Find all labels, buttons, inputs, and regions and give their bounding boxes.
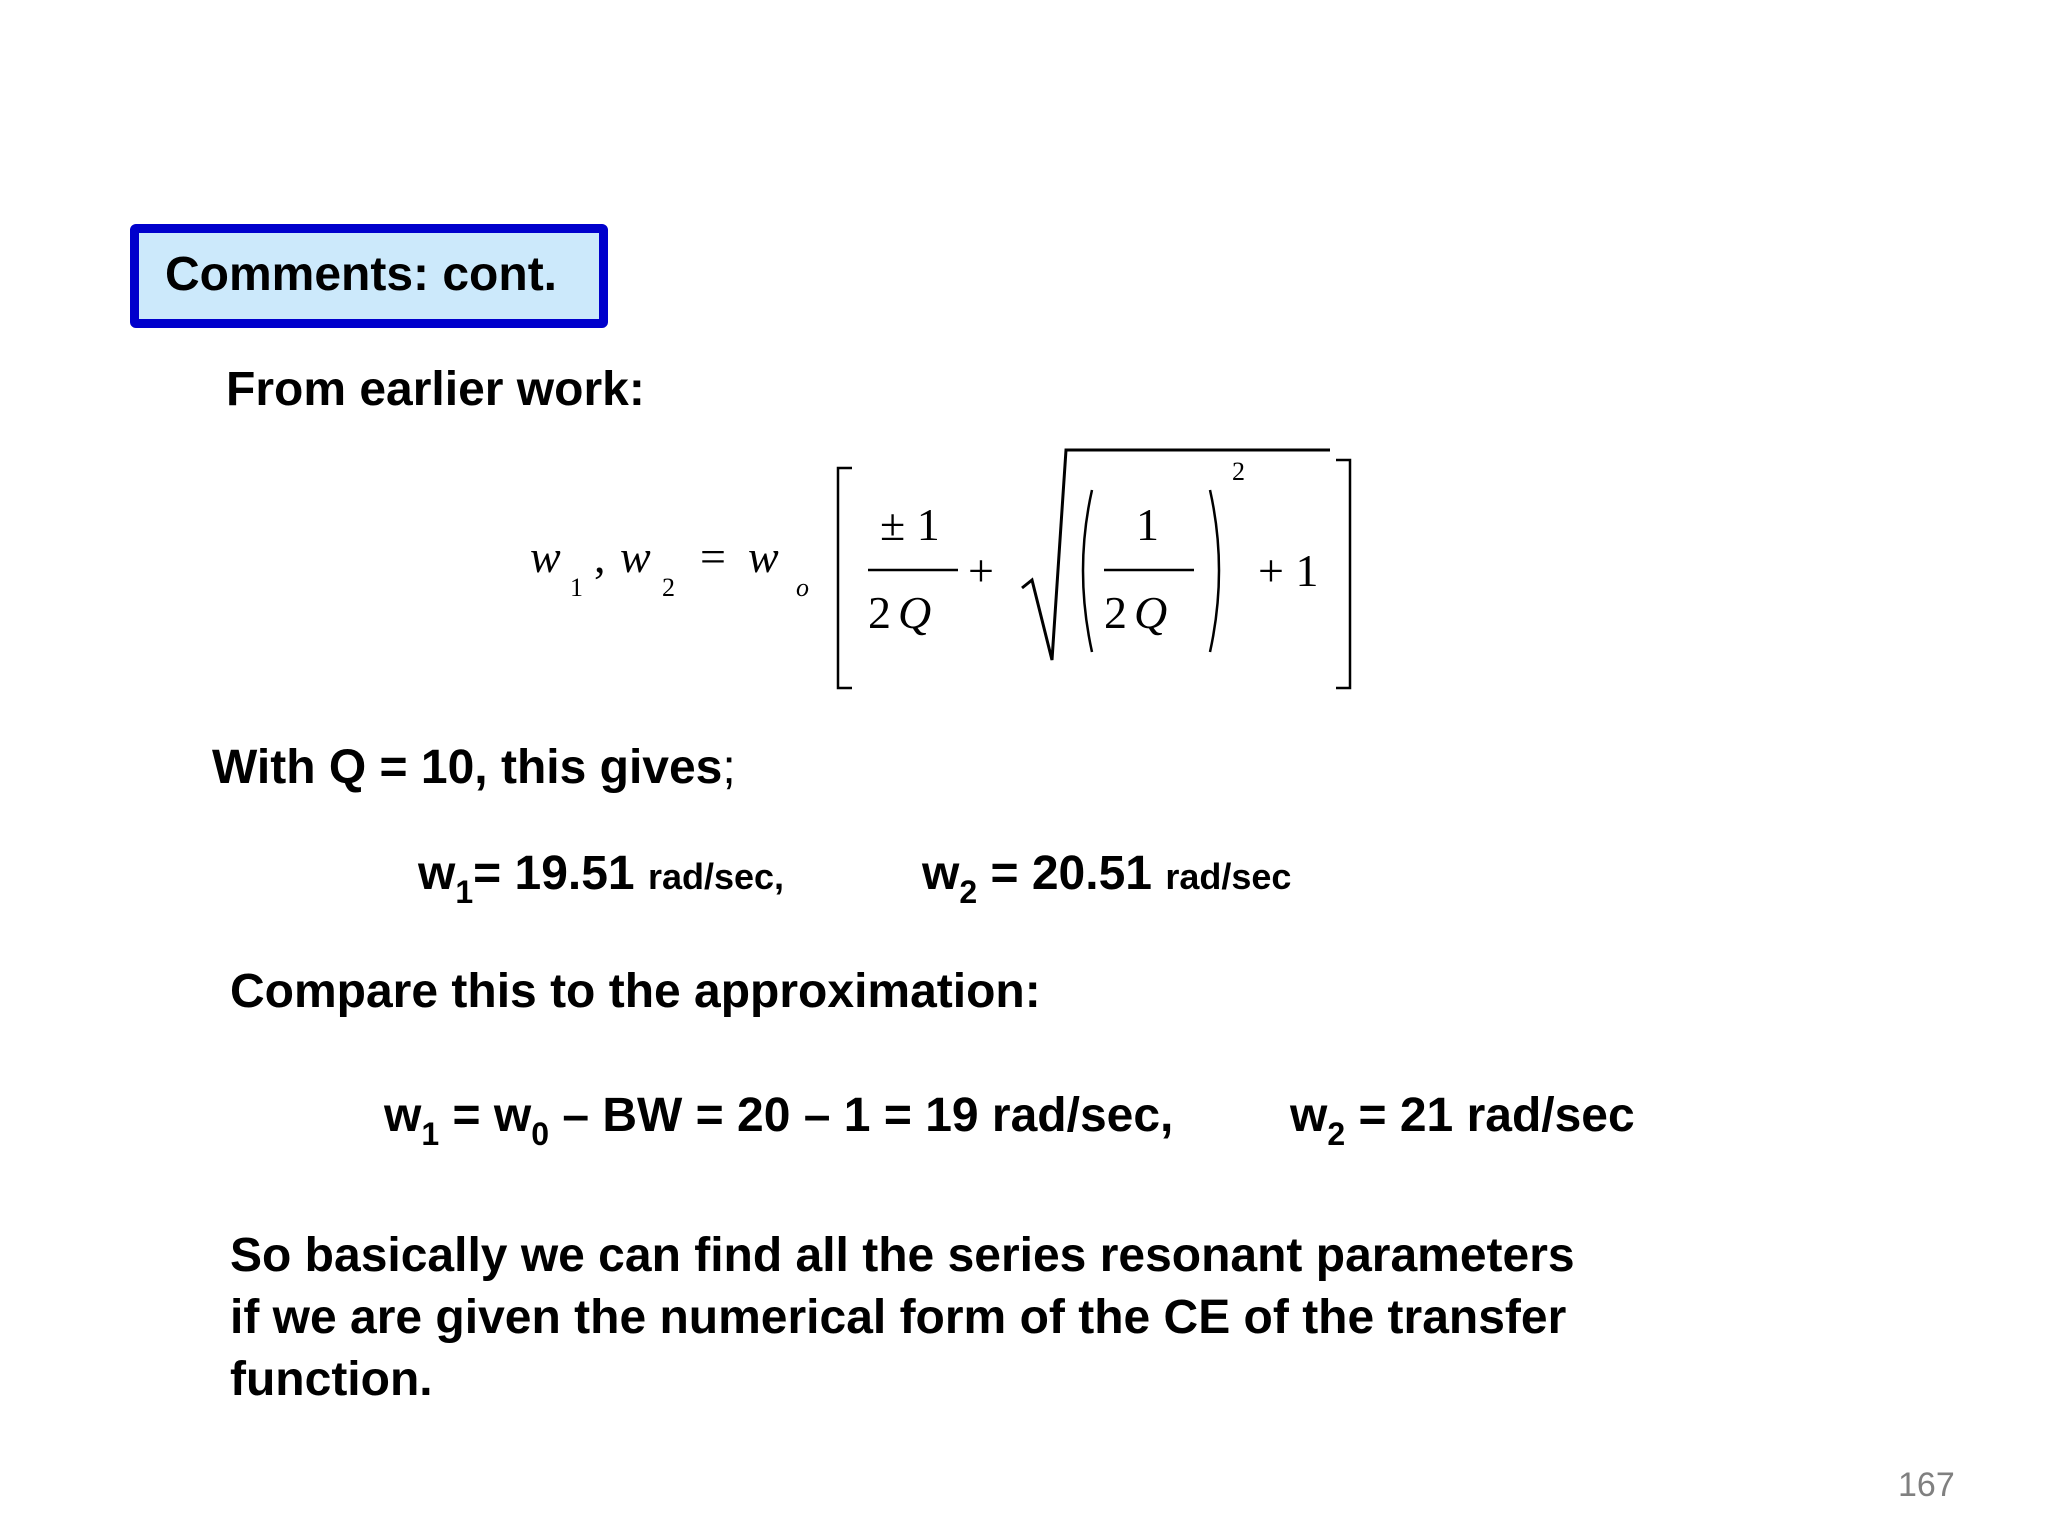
approx-w1 <box>384 1088 1174 1152</box>
approx-w2-sub: 2 <box>1327 1116 1346 1152</box>
eq-sub-o: o <box>796 573 809 602</box>
result-w2-value: = 20.51 <box>990 847 1152 900</box>
eq-comma: , <box>594 531 606 582</box>
eq-q-a: Q <box>898 587 932 638</box>
eq-coef-2b: 2 <box>1104 587 1127 638</box>
approx-w2-rest: = 21 rad/sec <box>1358 1089 1635 1142</box>
with-q-end: ; <box>722 741 736 794</box>
result-w2-label: w <box>922 847 960 900</box>
result-w1-label: w <box>418 847 456 900</box>
from-earlier-text: From earlier work: <box>226 363 645 416</box>
result-w2-unit: rad/sec <box>1165 856 1292 897</box>
approx-eq-w: = w <box>452 1089 532 1142</box>
result-w1-value: = 19.51 <box>473 847 635 900</box>
summary-paragraph <box>230 1225 1730 1411</box>
result-w1-unit: rad/sec, <box>647 856 785 897</box>
eq-exponent: 2 <box>1232 457 1245 486</box>
approx-w1-label: w <box>384 1089 422 1142</box>
title-box <box>130 224 608 328</box>
eq-q-b: Q <box>1134 587 1168 638</box>
eq-plusminus-one: ± 1 <box>880 499 940 550</box>
right-paren <box>1210 490 1219 652</box>
with-q-main: With Q = 10, this gives <box>212 741 723 794</box>
eq-plus: + <box>968 545 994 596</box>
result-w1-sub: 1 <box>455 874 474 910</box>
eq-equals: = <box>700 531 726 582</box>
slide-title: Comments: cont. <box>165 248 558 301</box>
eq-wo: w <box>748 531 779 582</box>
approx-rest: – BW = 20 – 1 = 19 rad/sec, <box>562 1089 1174 1142</box>
eq-plus-one: + 1 <box>1258 545 1319 596</box>
eq-w1: w <box>530 531 561 582</box>
band-edge-equation <box>520 440 1380 700</box>
page-number: 167 <box>1898 1466 1955 1504</box>
approx-w2 <box>1290 1088 1635 1152</box>
eq-w2: w <box>620 531 651 582</box>
left-paren <box>1083 490 1092 652</box>
summary-line-1: So basically we can find all the series resonant parameters <box>230 1229 1575 1282</box>
eq-coef-2a: 2 <box>868 587 891 638</box>
result-w1 <box>418 846 785 910</box>
right-bracket <box>1336 460 1350 688</box>
eq-sub-1: 1 <box>570 573 583 602</box>
approx-w0-sub: 0 <box>531 1116 549 1152</box>
result-w2 <box>922 846 1292 910</box>
summary-line-3: function. <box>230 1353 433 1406</box>
compare-text: Compare this to the approximation: <box>230 965 1041 1018</box>
eq-num-one: 1 <box>1136 499 1159 550</box>
left-bracket <box>838 468 852 688</box>
eq-sub-2: 2 <box>662 573 675 602</box>
with-q-text <box>212 740 736 795</box>
summary-line-2: if we are given the numerical form of the CE of the transfer <box>230 1291 1567 1344</box>
result-w2-sub: 2 <box>959 874 978 910</box>
approx-w1-sub: 1 <box>421 1116 440 1152</box>
approx-w2-label: w <box>1290 1089 1328 1142</box>
